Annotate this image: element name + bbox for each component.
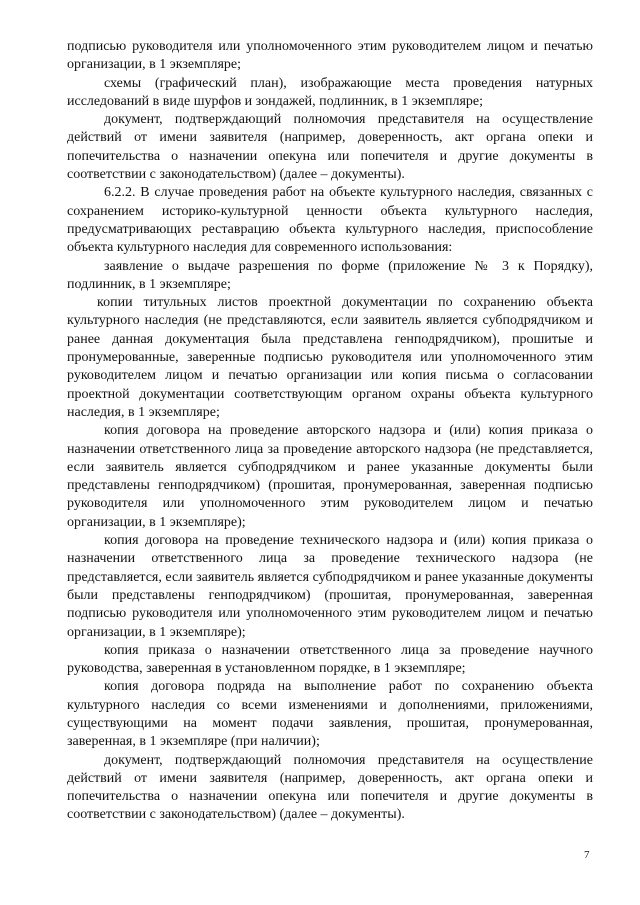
paragraph-permit-application: заявление о выдаче разрешения по форме (приложение № 3 к Порядку), подлинник, в 1 экземпляре;	[67, 258, 593, 292]
paragraph-authority-document: документ, подтверждающий полномочия представителя на осуществление действий от имени заявителя (например, доверенность, акт органа опеки и попечительства о назначении опекуна или попечителя и другие документы в соответствии с законодательством) (далее – документы).	[67, 112, 593, 183]
paragraph-schemes: схемы (графический план), изображающие места проведения натурных исследований в виде шурфов и зондажей, подлинник, в 1 экземпляре;	[67, 75, 593, 109]
paragraph-section-6-2-2: 6.2.2. В случае проведения работ на объекте культурного наследия, связанных с сохранением историко-культурной ценности объекта культурного наследия, предусматривающих реставрацию объекта культурного наследия, приспособление объекта культурного наследия для современного использования:	[67, 185, 593, 256]
paragraph-signature-continuation: подписью руководителя или уполномоченного этим руководителем лицом и печатью организации, в 1 экземпляре;	[67, 39, 593, 73]
paragraph-title-pages-copies: копии титульных листов проектной документации по сохранению объекта культурного наследия (не представляются, если заявитель является субподрядчиком и ранее данная документация была представлена генподрядчиком), прошитые и пронумерованные, заверенные подписью руководителя или уполномоченного этим руководителем лицом и печатью организации или копия письма о согласовании проектной документации соответствующим органом охраны объекта культурного наследия, в 1 экземпляре;	[67, 295, 593, 420]
paragraph-author-supervision: копия договора на проведение авторского надзора и (или) копия приказа о назначении ответственного лица за проведение авторского надзора (не представляется, если заявитель является субподрядчиком и ранее указанные документы были представлены генподрядчиком) (прошитая, пронумерованная, заверенная подписью руководителя или уполномоченного этим руководителем лицом и печатью организации, в 1 экземпляре);	[67, 423, 593, 530]
page-number: 7	[584, 849, 590, 861]
paragraph-scientific-guidance-order: копия приказа о назначении ответственного лица за проведение научного руководства, заверенная в установленном порядке, в 1 экземпляре;	[67, 642, 593, 677]
paragraph-authority-document-repeat: документ, подтверждающий полномочия представителя на осуществление действий от имени заявителя (например, доверенность, акт органа опеки и попечительства о назначении опекуна или попечителя и другие документы в соответствии с законодательством) (далее – документы).	[67, 752, 593, 823]
paragraph-contract-copy: копия договора подряда на выполнение работ по сохранению объекта культурного наследия со всеми изменениями и дополнениями, приложениями, существующими на момент подачи заявления, прошитая, пронумерованная, заверенная, в 1 экземпляре (при наличии);	[67, 679, 593, 750]
body-text	[67, 38, 593, 825]
paragraph-technical-supervision: копия договора на проведение технического надзора и (или) копия приказа о назначении ответственного лица за проведение технического надзора (не представляется, если заявитель является субподрядчиком и ранее указанные документы были представлены генподрядчиком) (прошитая, пронумерованная, заверенная подписью руководителя или уполномоченного этим руководителем лицом и печатью организации, в 1 экземпляре);	[67, 533, 593, 640]
